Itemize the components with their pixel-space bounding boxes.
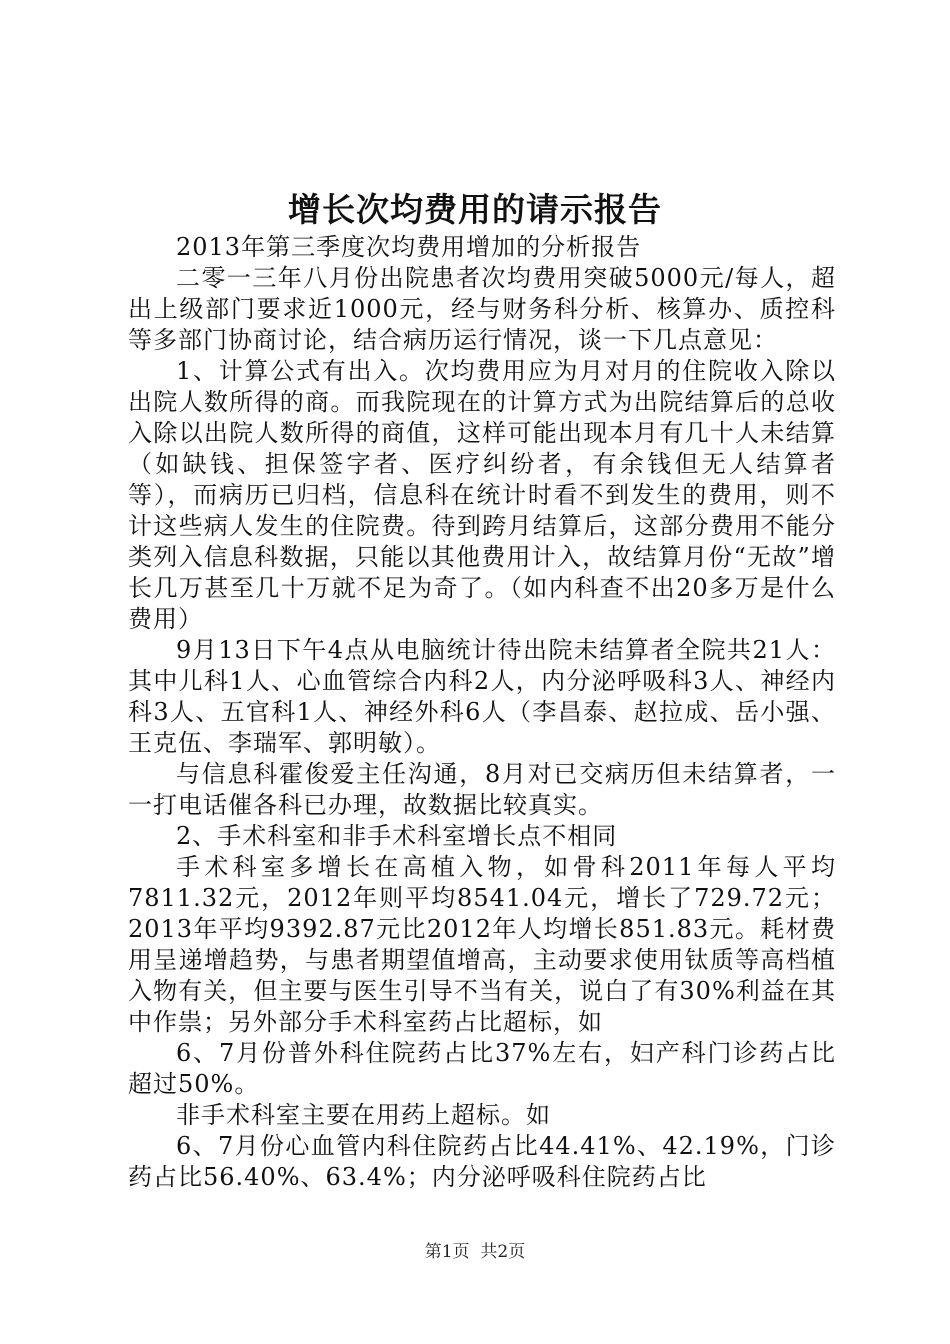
page-footer (0, 1240, 950, 1264)
paragraph-communication: 与信息科霍俊爱主任沟通，8月对已交病历但未结算者，一一打电话催各科已办理，故数据比较真实。 (128, 760, 836, 819)
document-title: 增长次均费用的请示报告 (288, 190, 662, 229)
paragraph-point-2: 2、手术科室和非手术科室增长点不相同 (176, 822, 618, 850)
paragraph-non-surgical-drugs: 6、7月份心血管内科住院药占比44.41%、42.19%，门诊药占比56.40%、63.4%；内分泌呼吸科住院药占比 (128, 1132, 836, 1191)
paragraph-unsettled-stats: 9月13日下午4点从电脑统计待出院未结算者全院共21人：其中儿科1人、心血管综合内科2人，内分泌呼吸科3人、神经内科3人、五官科1人、神经外科6人（李昌泰、赵拉成、岳小强、王克伍、李瑞军、郭明敏）。 (128, 636, 836, 757)
paragraph-non-surgical: 非手术科室主要在用药上超标。如 (176, 1101, 551, 1129)
paragraph-surgical: 手术科室多增长在高植入物，如骨科2011年每人平均7811.32元，2012年则平均8541.04元，增长了729.72元；2013年平均9392.87元比2012年人均增长851.83元。耗材费用呈递增趋势，与患者期望值增高，主动要求使用钛质等高档植入物有关，但主要与医生引导不当有关，说白了有30%利益在其中作祟；另外部分手术科室药占比超标，如 (128, 853, 836, 1036)
document-body (128, 232, 836, 1193)
paragraph-point-1: 1、计算公式有出入。次均费用应为月对月的住院收入除以出院人数所得的商。而我院现在的计算方式为出院结算后的总收入除以出院人数所得的商值，这样可能出现本月有几十人未结算（如缺钱、担保签字者、医疗纠纷者，有余钱但无人结算者等），而病历已归档，信息科在统计时看不到发生的费用，则不计这些病人发生的住院费。待到跨月结算后，这部分费用不能分类列入信息科数据，只能以其他费用计入，故结算月份“无故”增长几万甚至几十万就不足为奇了。（如内科查不出20多万是什么费用） (128, 357, 836, 633)
paragraph-surgical-drugs: 6、7月份普外科住院药占比37%左右，妇产科门诊药占比超过50%。 (128, 1039, 836, 1098)
page-number-label: 第1页 共2页 (424, 1242, 526, 1262)
paragraph-intro: 二零一三年八月份出院患者次均费用突破5000元/每人，超出上级部门要求近1000元，经与财务科分析、核算办、质控科等多部门协商讨论，结合病历运行情况，谈一下几点意见： (128, 264, 836, 354)
paragraph-subtitle: 2013年第三季度次均费用增加的分析报告 (176, 233, 642, 261)
